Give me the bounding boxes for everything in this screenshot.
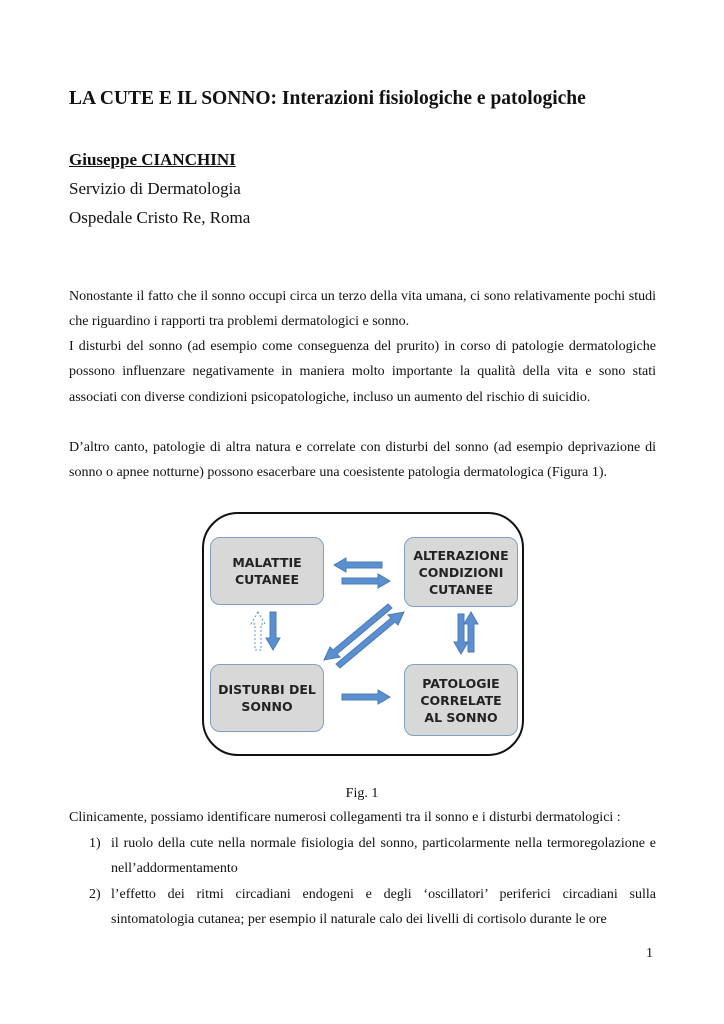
- box-malattie-cutanee: MALATTIE CUTANEE: [210, 537, 324, 605]
- arrow-malattie-to-disturbi: [266, 612, 280, 650]
- figure-1-diagram: [198, 508, 528, 758]
- affiliation-department: Servizio di Dermatologia: [69, 179, 241, 198]
- box-disturbi-del-sonno: DISTURBI DEL SONNO: [210, 664, 324, 732]
- paper-title: LA CUTE E IL SONNO: Interazioni fisiologiche e patologiche: [69, 88, 586, 109]
- paragraph-other-pathologies: D’altro canto, patologie di altra natura e correlate con disturbi del sonno (ad esempio deprivazione di sonno o apnee notturne) possono esacerbare una coesistente patologia dermatologica (Figura 1).: [69, 440, 656, 481]
- page-number: 1: [646, 946, 653, 961]
- list-item: [69, 882, 656, 933]
- paragraph-intro: Nonostante il fatto che il sonno occupi circa un terzo della vita umana, ci sono relativamente pochi studi che riguardino i rapporti tra problemi dermatologici e sonno.: [69, 289, 656, 330]
- list-item-number: 1): [89, 836, 101, 851]
- arrow-malattie-to-alterazione: [342, 574, 390, 588]
- list-item-text: il ruolo della cute nella normale fisiologia del sonno, particolarmente nella termoregolazione e nell’addormentamento: [111, 836, 656, 877]
- arrow-alterazione-to-malattie: [334, 558, 382, 572]
- figure-arrows: [198, 508, 528, 758]
- figure-caption: Fig. 1: [345, 786, 379, 801]
- author-name: Giuseppe CIANCHINI: [69, 150, 236, 169]
- box-alterazione-condizioni-cutanee: ALTERAZIONE CONDIZIONI CUTANEE: [404, 537, 518, 607]
- list-item-number: 2): [89, 887, 101, 902]
- paragraph-sleep-disorders: I disturbi del sonno (ad esempio come conseguenza del prurito) in corso di patologie dermatologiche possono influenzare negativamente in maniera molto importante la qualità della vita e sono stati associati con diverse condizioni psicopatologiche, incluso un aumento del rischio di suicidio.: [69, 339, 656, 405]
- arrow-disturbi-to-malattie-dashed: [251, 612, 265, 650]
- paragraph-list-intro: Clinicamente, possiamo identificare numerosi collegamenti tra il sonno e i disturbi dermatologici :: [69, 810, 621, 825]
- arrow-disturbi-to-patologie: [342, 690, 390, 704]
- affiliation-hospital: Ospedale Cristo Re, Roma: [69, 208, 251, 227]
- box-patologie-correlate: PATOLOGIE CORRELATE AL SONNO: [404, 664, 518, 736]
- list-item-text: l’effetto dei ritmi circadiani endogeni e degli ‘oscillatori’ periferici circadiani sulla sintomatologia cutanea; per esempio il naturale calo dei livelli di cortisolo durante le ore: [111, 887, 656, 928]
- list-item: [69, 831, 656, 882]
